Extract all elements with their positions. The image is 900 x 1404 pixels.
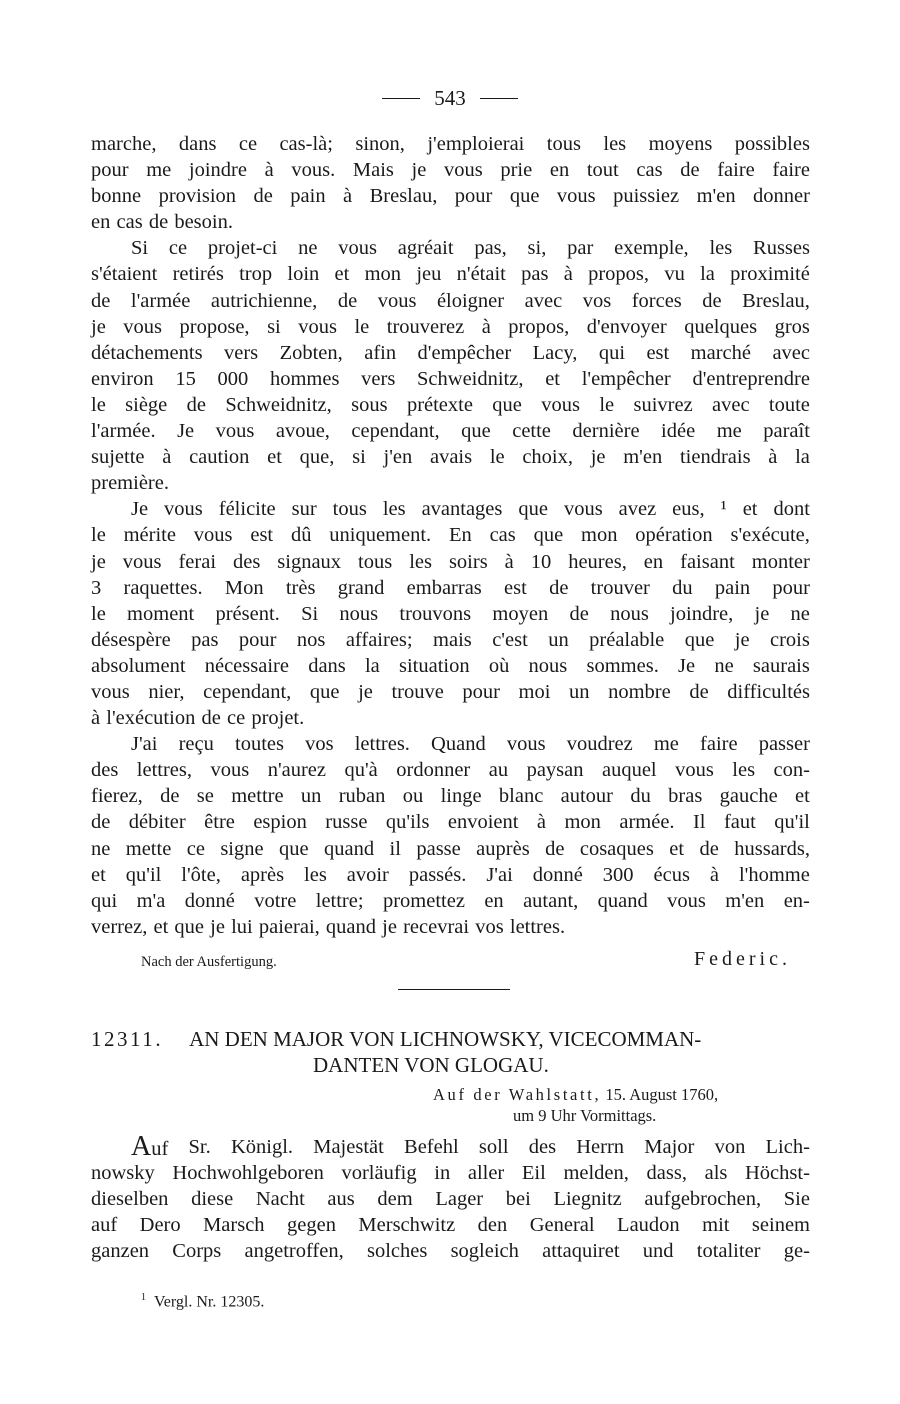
dateline — [433, 1084, 718, 1126]
footnote-marker: 1 — [141, 1292, 146, 1303]
text-line: le moment présent. Si nous trouvons moyen de nous joindre, je ne — [91, 602, 810, 625]
signature: Federic. — [694, 948, 791, 970]
section-divider — [398, 989, 510, 990]
letter-body — [91, 131, 810, 940]
text-line: bonne provision de pain à Breslau, pour que vous puissiez m'en donner — [91, 185, 810, 208]
text-line: à l'exécution de ce projet. — [91, 707, 305, 730]
text-line: de l'armée autrichienne, de vous éloigner avec vos forces de Breslau, — [91, 289, 810, 312]
text-line: dieselben diese Nacht aus dem Lager bei Liegnitz aufgebrochen, Sie — [91, 1188, 810, 1211]
document-heading — [91, 1026, 810, 1078]
dateline-time: um 9 Uhr Vormittags. — [513, 1106, 657, 1125]
text-line: première. — [91, 472, 169, 495]
text-line: pour me joindre à vous. Mais je vous prie en tout cas de faire faire — [91, 159, 810, 182]
text-line: sujette à caution et que, si j'en avais le choix, je m'en tiendrais à la — [91, 446, 810, 469]
text-line: Auf Sr. Königl. Majestät Befehl soll des Herrn Major von Lich- — [131, 1131, 810, 1162]
text-line: Si ce projet-ci ne vous agréait pas, si, par exemple, les Russes — [131, 237, 810, 260]
dateline-place: Auf der Wahlstatt, — [433, 1085, 602, 1104]
text-line: J'ai reçu toutes vos lettres. Quand vous voudrez me faire passer — [131, 733, 810, 756]
footnote-text: Vergl. Nr. 12305. — [154, 1293, 265, 1311]
dateline-date: 15. August 1760, — [605, 1085, 719, 1104]
text-line: auf Dero Marsch gegen Merschwitz den General Laudon mit seinem — [91, 1214, 810, 1237]
text-line: désespère pas pour nos affaires; mais c'est un préalable que je crois — [91, 628, 810, 651]
text-line: détachements vers Zobten, afin d'empêcher Lacy, qui est marché avec — [91, 341, 810, 364]
text-line: vous nier, cependant, que je trouve pour moi un nombre de difficultés — [91, 680, 810, 703]
letter-closing — [91, 945, 791, 971]
text-line: des lettres, vous n'aurez qu'à ordonner au paysan auquel vous les con- — [91, 759, 810, 782]
drop-cap: A — [131, 1131, 152, 1162]
text-line: le siège de Schweidnitz, sous prétexte que vous le suivrez avec toute — [91, 393, 810, 416]
page-header — [0, 86, 900, 111]
document-number: 12311. — [91, 1027, 164, 1051]
text-line: Je vous félicite sur tous les avantages que vous avez eus, ¹ et dont — [131, 498, 810, 521]
text-line: l'armée. Je vous avoue, cependant, que cette dernière idée me paraît — [91, 420, 810, 443]
text-line: environ 15 000 hommes vers Schweidnitz, et l'empêcher d'entreprendre — [91, 367, 810, 390]
text-line: 3 raquettes. Mon très grand embarras est de trouver du pain pour — [91, 576, 810, 599]
document-title-line-2: DANTEN VON GLOGAU. — [313, 1053, 549, 1077]
text-line: absolument nécessaire dans la situation où nous sommes. Je ne saurais — [91, 654, 810, 677]
page-number: 543 — [434, 86, 466, 110]
text-line: fierez, de se mettre un ruban ou linge blanc autour du bras gauche et — [91, 785, 810, 808]
text-line: et qu'il l'ôte, après les avoir passés. J'ai donné 300 écus à l'homme — [91, 863, 810, 886]
text-line: le mérite vous est dû uniquement. En cas que mon opération s'exécute, — [91, 524, 810, 547]
text-line: en cas de besoin. — [91, 211, 233, 234]
text-line: marche, dans ce cas-là; sinon, j'emploierai tous les moyens possibles — [91, 133, 810, 155]
text-line: de débiter être espion russe qu'ils envoient à mon armée. Il faut qu'il — [91, 811, 810, 834]
text-line: s'étaient retirés trop loin et mon jeu n'était pas à propos, vu la proximité — [91, 263, 810, 286]
document-body — [91, 1131, 810, 1264]
text-line: ganzen Corps angetroffen, solches sogleich attaquiret und totaliter ge- — [91, 1240, 810, 1263]
text-line: qui m'a donné votre lettre; promettez en autant, quand vous m'en en- — [91, 889, 810, 912]
header-dash-right — [480, 98, 518, 99]
source-note: Nach der Ausfertigung. — [141, 954, 277, 970]
header-dash-left — [382, 98, 420, 99]
document-title-line-1: AN DEN MAJOR VON LICHNOWSKY, VICECOMMAN- — [189, 1027, 702, 1051]
footnote — [141, 1292, 264, 1311]
text-line: nowsky Hochwohlgeboren vorläufig in aller Eil melden, dass, als Höchst- — [91, 1162, 810, 1185]
text-line: je vous propose, si vous le trouverez à propos, d'envoyer quelques gros — [91, 315, 810, 338]
text-line: ne mette ce signe que quand il passe auprès de cosaques et de hussards, — [91, 837, 810, 860]
text-line: je vous ferai des signaux tous les soirs à 10 heures, en faisant monter — [91, 550, 810, 573]
text-line: verrez, et que je lui paierai, quand je recevrai vos lettres. — [91, 915, 566, 938]
